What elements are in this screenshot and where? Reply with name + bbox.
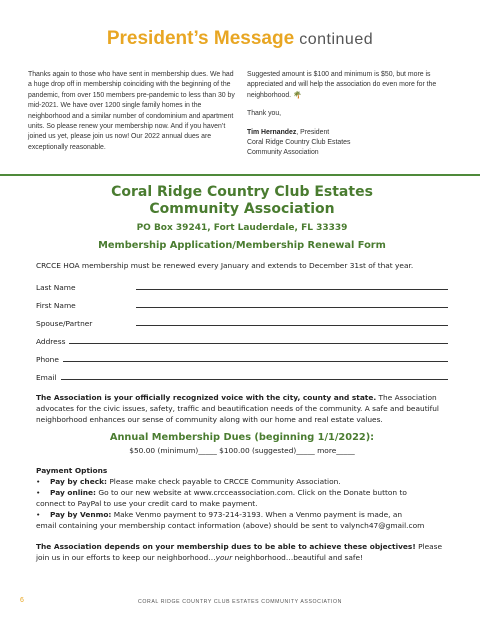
phone-field[interactable] <box>36 346 448 364</box>
letter-right-paragraph <box>247 70 455 101</box>
signature-name: Tim Hernandez <box>247 128 297 136</box>
bullet-icon: • <box>36 488 41 497</box>
letter-right-column <box>247 70 455 159</box>
signature-org-line2: Community Association <box>247 149 319 157</box>
spouse-field[interactable] <box>36 310 448 328</box>
email-line[interactable] <box>61 379 448 380</box>
pay-online-continued: connect to PayPal to use your credit card to make payment. <box>36 499 258 508</box>
payment-heading: Payment Options <box>36 466 108 475</box>
association-text: The Association advocates for the civic issues, safety, traffic and beautification needs of the community. A safe and beautiful neighborhood enhances our sense of community along with our home and real estate values. <box>36 393 439 424</box>
page-title-continued: continued <box>299 31 374 48</box>
association-bold: The Association is your officially recognized voice with the city, county and state. <box>36 393 377 402</box>
list-item <box>36 487 448 498</box>
form-title-line1: Coral Ridge Country Club Estates <box>111 184 373 200</box>
form-fields <box>36 274 448 382</box>
signature-org-line1: Coral Ridge Country Club Estates <box>247 139 351 147</box>
page-number: 6 <box>20 597 24 604</box>
pay-check-label: Pay by check: <box>50 477 107 486</box>
closing-italic: your <box>215 553 233 562</box>
closing-paragraph <box>36 541 448 563</box>
spouse-label: Spouse/Partner <box>36 319 93 328</box>
first-name-label: First Name <box>36 301 76 310</box>
pay-check-text: Please make check payable to CRCCE Community Association. <box>106 477 341 486</box>
phone-line[interactable] <box>63 361 448 362</box>
first-name-field[interactable] <box>36 292 448 310</box>
page-title-main: President’s Message <box>106 28 295 49</box>
email-label: Email <box>36 373 57 382</box>
dues-heading: Annual Membership Dues (beginning 1/1/2022): <box>109 432 375 443</box>
phone-label: Phone <box>36 355 59 364</box>
palm-tree-icon: 🌴 <box>292 91 302 99</box>
pay-venmo-text: Make Venmo payment to 973-214-3193. When a Venmo payment is made, an <box>111 510 403 519</box>
signature-role: , President <box>296 128 330 136</box>
closing-text-1: Please join us in our efforts to keep our neighborhood… <box>36 542 443 562</box>
spouse-line[interactable] <box>136 325 448 326</box>
last-name-line[interactable] <box>136 289 448 290</box>
first-name-line[interactable] <box>136 307 448 308</box>
membership-form <box>36 184 448 563</box>
form-address: PO Box 39241, Fort Lauderdale, FL 33339 <box>136 223 348 233</box>
form-intro: CRCCE HOA membership must be renewed every January and extends to December 31st of that year. <box>36 261 414 270</box>
email-field[interactable] <box>36 364 448 382</box>
last-name-label: Last Name <box>36 283 76 292</box>
list-item <box>36 509 448 520</box>
pay-venmo-continued: email containing your membership contact information (above) should be sent to valynch47@gmail.com <box>36 521 425 530</box>
letter-right-text: Suggested amount is $100 and minimum is $50, but more is appreciated and will help the association do even more for the neighborhood. <box>247 71 437 99</box>
letter-left-column <box>28 70 238 161</box>
address-field[interactable] <box>36 328 448 346</box>
bullet-icon: • <box>36 510 41 519</box>
address-line[interactable] <box>69 343 448 344</box>
pay-online-label: Pay online: <box>50 488 97 497</box>
closing-bold: The Association depends on your membership dues to be able to achieve these objectives! <box>36 542 416 551</box>
address-label: Address <box>36 337 66 346</box>
last-name-field[interactable] <box>36 274 448 292</box>
form-title-line2: Community Association <box>149 201 335 217</box>
closing-text-2: neighborhood…beautiful and safe! <box>232 553 364 562</box>
section-divider <box>0 174 480 176</box>
signature <box>247 128 455 159</box>
bullet-icon: • <box>36 477 41 486</box>
pay-online-text: Go to our new website at www.crcceassociation.com. Click on the Donate button to <box>96 488 407 497</box>
letter-thanks: Thank you, <box>247 110 282 118</box>
letter-left-text: Thanks again to those who have sent in membership dues. We had a huge drop off in membership coinciding with the beginning of the pandemic, from over 150 members pre-pandemic to less than 30 by mid-2021. We have over 1200 single family homes in the neighborhood and a similar number of condominium and apartment units. So please renew your membership now. And if you haven’t joined us yet, please join us now! Our 2022 annual dues are exceptionally reasonable. <box>28 71 235 151</box>
form-heading: Membership Application/Membership Renewal Form <box>98 240 386 251</box>
footer-text: CORAL RIDGE COUNTRY CLUB ESTATES COMMUNITY ASSOCIATION <box>138 599 342 605</box>
payment-options <box>36 465 448 531</box>
dues-options[interactable]: $50.00 (minimum)_____ $100.00 (suggested)_____ more_____ <box>129 446 355 455</box>
association-paragraph <box>36 392 448 425</box>
pay-venmo-label: Pay by Venmo: <box>50 510 112 519</box>
page-title <box>0 28 480 50</box>
list-item <box>36 476 448 487</box>
